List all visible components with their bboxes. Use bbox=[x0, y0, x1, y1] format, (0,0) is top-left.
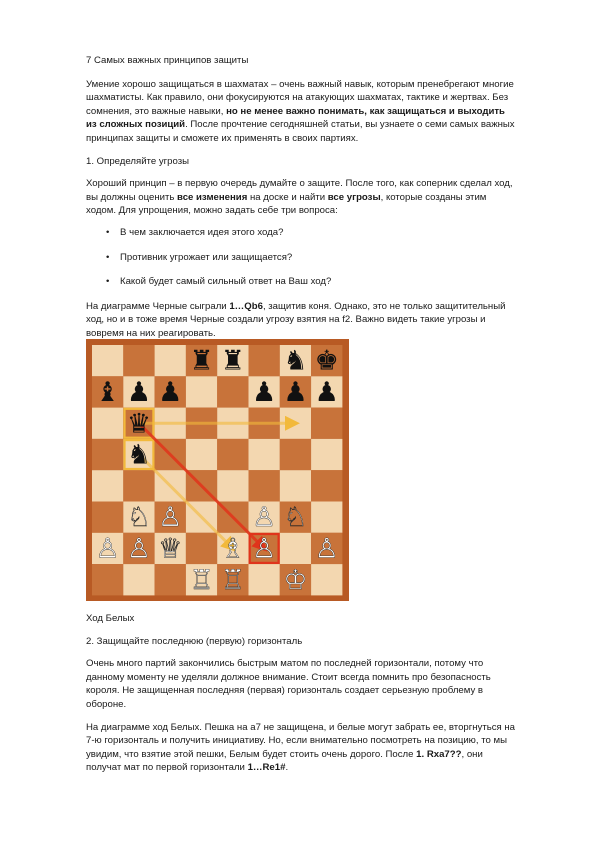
after-diagram bbox=[86, 612, 516, 775]
board-square bbox=[311, 439, 342, 470]
article-title: 7 Самых важных принципов защиты bbox=[86, 55, 249, 66]
white-king-icon: ♔ bbox=[283, 564, 308, 596]
board-square bbox=[123, 345, 154, 376]
article-body bbox=[86, 54, 516, 341]
board-square bbox=[92, 470, 123, 501]
black-pawn-icon: ♟ bbox=[314, 376, 339, 408]
board-square bbox=[186, 533, 217, 564]
list-item bbox=[86, 251, 516, 265]
board-square bbox=[311, 564, 342, 595]
board-square bbox=[217, 376, 248, 407]
black-queen-icon: ♛ bbox=[126, 408, 152, 440]
intro-paragraph: Умение хорошо защищаться в шахматах – очень важный навык, которым пренебрегают многие шахматисты. Как правило, они фокусируются на атакующих шахматах, тактике и жертвах. Без сомнения, это важные навыки, но не менее важно понимать, как защищаться и выходить из сложных позиций. После прочтение сегодняшней статьи, вы узнаете о семи самых важных принципах защиты и сможете их применять в своих партиях. bbox=[86, 78, 515, 144]
section-1-heading: 1. Определяйте угрозы bbox=[86, 155, 189, 167]
board-square bbox=[186, 439, 217, 470]
board-square bbox=[186, 376, 217, 407]
white-queen-icon: ♕ bbox=[158, 533, 183, 565]
board-square bbox=[92, 564, 123, 595]
section-2-paragraph-2: На диаграмме ход Белых. Пешка на a7 не защищена, и белые могут забрать ее, вторгнуться на 7-ю горизонталь и получить инициативу. Но, если внимательно посмотреть на позицию, то мы увидим, что взятие этой пешки, Белым будет стоить очень дорого. После 1. Rxa7??, они получат мат по первой горизонтали 1…Re1#. bbox=[86, 721, 516, 774]
white-knight-icon: ♘ bbox=[283, 502, 308, 534]
diagram-1-paragraph: На диаграмме Черные сыграли 1…Qb6, защитив коня. Однако, это не только защитительный ход, но и в тоже время Черные создали угрозу взятия на f2. Важно видеть такие угрозы и вовремя на них реагировать. bbox=[86, 300, 506, 339]
white-rook-icon: ♖ bbox=[189, 564, 214, 596]
board-square bbox=[155, 345, 186, 376]
list-item bbox=[86, 226, 516, 240]
black-rook-icon: ♜ bbox=[189, 345, 214, 377]
black-knight-icon: ♞ bbox=[126, 439, 152, 471]
black-knight-icon: ♞ bbox=[283, 345, 308, 377]
white-knight-icon: ♘ bbox=[126, 502, 152, 534]
board-square bbox=[123, 564, 154, 595]
board-square bbox=[249, 439, 280, 470]
board-square bbox=[280, 533, 311, 564]
diagram-caption: Ход Белых bbox=[86, 613, 135, 624]
board-square bbox=[217, 439, 248, 470]
white-pawn-icon: ♙ bbox=[252, 502, 277, 534]
black-pawn-icon: ♟ bbox=[126, 376, 152, 408]
questions-list bbox=[86, 226, 516, 289]
board-square bbox=[92, 502, 123, 533]
list-item bbox=[86, 275, 516, 289]
board-square bbox=[311, 470, 342, 501]
white-pawn-icon: ♙ bbox=[126, 533, 152, 565]
board-square bbox=[249, 564, 280, 595]
board-square bbox=[311, 502, 342, 533]
section-2-paragraph: Очень много партий закончились быстрым матом по последней горизонтали, потому что данному моменту не уделяли должное внимание. Стоит всегда помнить про безопасность короля. Не защищенная последняя (первая) горизонталь создает серьезную проблему в обороне. bbox=[86, 658, 491, 710]
board-square bbox=[311, 408, 342, 439]
list-item-text: Противник угрожает или защищается? bbox=[120, 251, 293, 263]
bullet-marker: • bbox=[106, 251, 110, 263]
black-rook-icon: ♜ bbox=[220, 345, 245, 377]
black-pawn-icon: ♟ bbox=[252, 376, 277, 408]
board-square bbox=[217, 470, 248, 501]
section-2-heading: 2. Защищайте последнюю (первую) горизонталь bbox=[86, 635, 303, 647]
board-square bbox=[155, 564, 186, 595]
board-square bbox=[249, 345, 280, 376]
chessboard bbox=[86, 339, 349, 601]
list-item-text: В чем заключается идея этого хода? bbox=[120, 226, 284, 238]
black-bishop-icon: ♝ bbox=[95, 376, 120, 408]
board-square bbox=[249, 470, 280, 501]
white-pawn-icon: ♙ bbox=[95, 533, 120, 565]
bullet-marker: • bbox=[106, 276, 110, 288]
board-square bbox=[280, 470, 311, 501]
board-square bbox=[92, 345, 123, 376]
board-square bbox=[92, 408, 123, 439]
white-pawn-icon: ♙ bbox=[314, 533, 339, 565]
black-pawn-icon: ♟ bbox=[158, 376, 183, 408]
board-square bbox=[92, 439, 123, 470]
list-item-text: Какой будет самый сильный ответ на Ваш ход? bbox=[120, 276, 332, 288]
board-square bbox=[123, 470, 154, 501]
white-bishop-icon: ♗ bbox=[220, 533, 245, 565]
black-king-icon: ♚ bbox=[314, 345, 339, 377]
bullet-marker: • bbox=[106, 226, 110, 238]
white-rook-icon: ♖ bbox=[220, 564, 245, 596]
white-pawn-icon: ♙ bbox=[252, 533, 277, 565]
section-1-paragraph: Хороший принцип – в первую очередь думайте о защите. После того, как соперник сделал ход, вы должны оценить все изменения на доске и найти все угрозы, которые созданы этим ходом. Для упрощения, можно задать себе три вопроса: bbox=[86, 178, 513, 217]
chess-diagram bbox=[86, 339, 349, 601]
white-pawn-icon: ♙ bbox=[158, 502, 183, 534]
board-square bbox=[280, 439, 311, 470]
black-pawn-icon: ♟ bbox=[283, 376, 308, 408]
